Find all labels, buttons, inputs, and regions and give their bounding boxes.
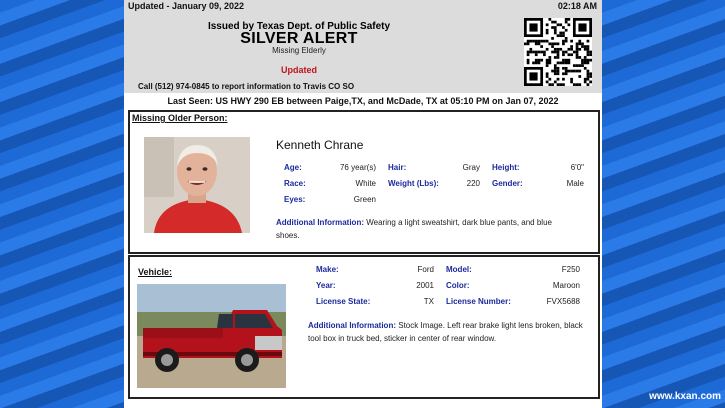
last-seen: Last Seen: US HWY 290 EB between Paige,TX, and McDade, TX at 05:10 PM on Jan 07, 2022: [167, 96, 559, 106]
color-value: Maroon: [552, 281, 580, 290]
person-additional-label: Additional Information:: [276, 218, 364, 227]
license-state-label: License State:: [316, 297, 371, 306]
background-left: [0, 0, 124, 408]
issued-by: Issued by Texas Dept. of Public Safety: [207, 21, 391, 32]
updated-time: 02:18 AM: [557, 1, 597, 11]
year-label: Year:: [316, 281, 336, 290]
make-value: Ford: [417, 265, 434, 274]
section-title-vehicle: Vehicle:: [138, 267, 173, 277]
hair-label: Hair:: [388, 163, 407, 172]
model-value: F250: [561, 265, 580, 274]
silver-alert-document: [124, 0, 602, 408]
race-value: White: [355, 179, 376, 188]
race-label: Race:: [284, 179, 306, 188]
license-number-value: FVX5688: [546, 297, 580, 306]
model-label: Model:: [446, 265, 472, 274]
weight-value: 220: [466, 179, 480, 188]
missing-person-section: [128, 110, 600, 254]
vehicle-additional-label: Additional Information:: [308, 321, 396, 330]
top-status-bar: [124, 0, 602, 13]
height-value: 6'0": [570, 163, 584, 172]
make-label: Make:: [316, 265, 339, 274]
person-name: Kenneth Chrane: [276, 138, 364, 152]
eyes-label: Eyes:: [284, 195, 306, 204]
alert-title: SILVER ALERT: [240, 30, 358, 47]
section-title-person: Missing Older Person:: [132, 113, 228, 123]
license-number-label: License Number:: [446, 297, 511, 306]
height-label: Height:: [492, 163, 520, 172]
weight-label: Weight (Lbs):: [388, 179, 439, 188]
qr-code-icon[interactable]: [524, 18, 592, 86]
person-additional-info: [276, 216, 576, 242]
alert-status: Updated: [281, 65, 317, 75]
vehicle-section: [128, 255, 600, 399]
alert-header: [124, 13, 602, 93]
age-label: Age:: [284, 163, 302, 172]
vehicle-additional-info: [308, 319, 588, 345]
gender-value: Male: [566, 179, 584, 188]
updated-date: Updated - January 09, 2022: [128, 1, 245, 11]
eyes-value: Green: [353, 195, 376, 204]
year-value: 2001: [416, 281, 434, 290]
gender-label: Gender:: [492, 179, 523, 188]
hair-value: Gray: [462, 163, 480, 172]
call-info: Call (512) 974-0845 to report information to Travis CO SO: [138, 82, 355, 91]
license-state-value: TX: [423, 297, 434, 306]
alert-subtitle: Missing Elderly: [272, 46, 326, 55]
vehicle-photo: [137, 284, 286, 388]
person-additional-text: Wearing a light sweatshirt, dark blue pants, and blue shoes.: [276, 218, 552, 240]
vehicle-additional-text: Stock Image. Left rear brake light lens broken, black tool box in truck bed, sticker in center of rear window.: [308, 321, 583, 343]
color-label: Color:: [446, 281, 470, 290]
station-watermark: www.kxan.com: [649, 391, 721, 402]
background-right: [602, 0, 725, 408]
age-value: 76 year(s): [339, 163, 376, 172]
person-photo: [144, 137, 250, 233]
